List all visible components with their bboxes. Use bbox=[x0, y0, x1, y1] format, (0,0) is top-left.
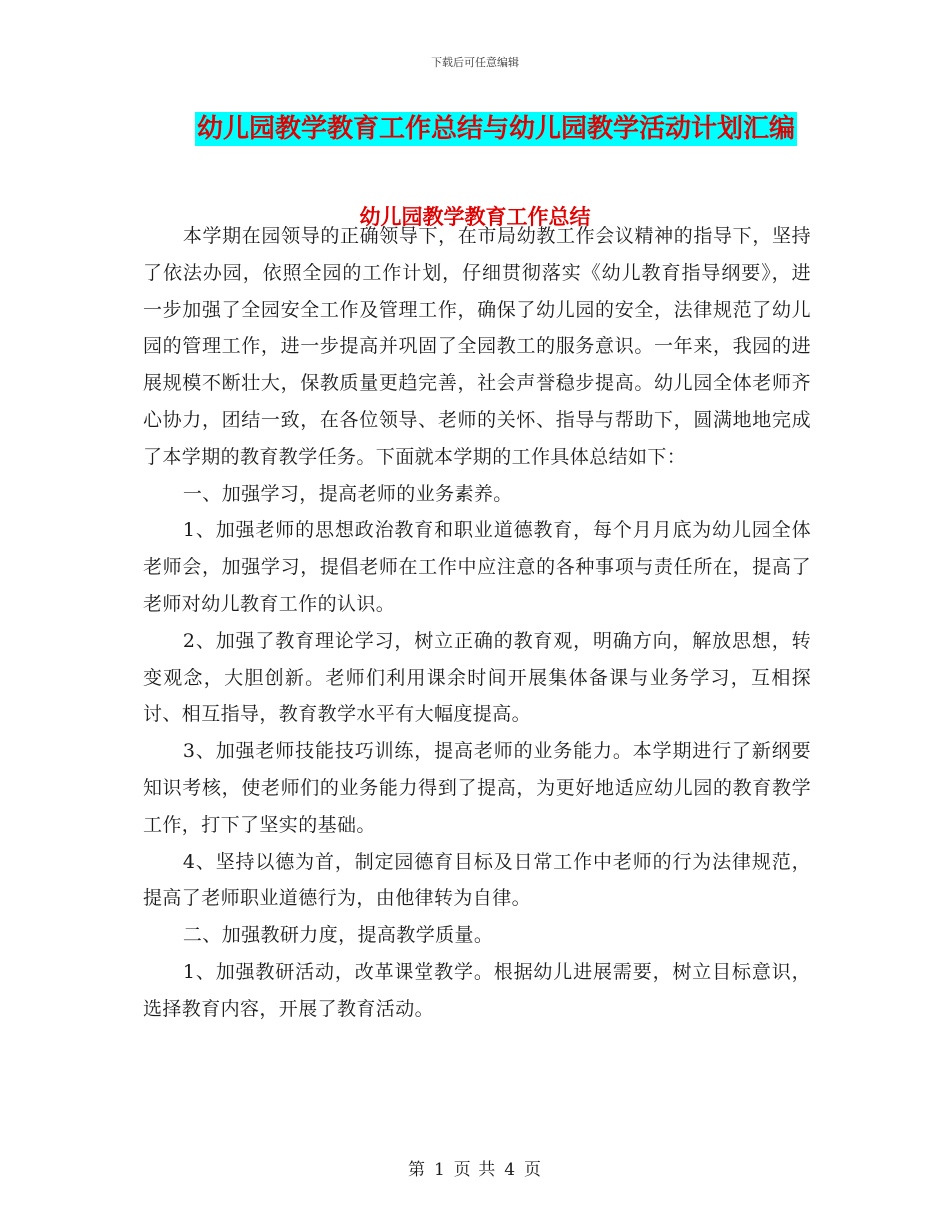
paragraph-item-2: 2、加强了教育理论学习，树立正确的教育观，明确方向，解放思想，转变观念，大胆创新。老师们利用课余时间开展集体备课与业务学习，互相探讨、相互指导，教育教学水平有大幅度提高。 bbox=[143, 629, 811, 726]
paragraph-item-5: 1、加强教研活动，改革课堂教学。根据幼儿进展需要，树立目标意识，选择教育内容，开展了教育活动。 bbox=[143, 960, 811, 1020]
paragraph-intro: 本学期在园领导的正确领导下，在市局幼教工作会议精神的指导下，坚持了依法办园，依照全园的工作计划，仔细贯彻落实《幼儿教育指导纲要》，进一步加强了全园安全工作及管理工作，确保了幼儿园的安全，法律规范了幼儿园的管理工作，进一步提高并巩固了全园教工的服务意识。一年来，我园的进展规模不断壮大，保教质量更趋完善，社会声誉稳步提高。幼儿园全体老师齐心协力，团结一致，在各位领导、老师的关怀、指导与帮助下，圆满地地完成了本学期的教育教学任务。下面就本学期的工作具体总结如下： bbox=[143, 225, 811, 468]
page-footer bbox=[0, 1155, 950, 1180]
footer-middle: 页 共 bbox=[453, 1160, 497, 1180]
paragraph-heading-1: 一、加强学习，提高老师的业务素养。 bbox=[182, 482, 513, 505]
header-note: 下载后可任意编辑 bbox=[431, 56, 519, 69]
footer-suffix: 页 bbox=[524, 1160, 543, 1180]
footer-total-pages: 4 bbox=[504, 1160, 517, 1180]
paragraph-item-3: 3、加强老师技能技巧训练，提高老师的业务能力。本学期进行了新纲要知识考核，使老师们的业务能力得到了提高，为更好地适应幼儿园的教育教学工作，打下了坚实的基础。 bbox=[143, 740, 811, 836]
footer-prefix: 第 bbox=[407, 1160, 426, 1180]
paragraph-item-4: 4、坚持以德为首，制定园德育目标及日常工作中老师的行为法律规范，提高了老师职业道德行为，由他律转为自律。 bbox=[143, 850, 811, 910]
document-body bbox=[143, 218, 811, 1028]
paragraph-item-1: 1、加强老师的思想政治教育和职业道德教育，每个月月底为幼儿园全体老师会，加强学习，提倡老师在工作中应注意的各种事项与责任所在，提高了老师对幼儿教育工作的认识。 bbox=[143, 519, 811, 615]
paragraph-heading-2: 二、加强教研力度，提高教学质量。 bbox=[182, 924, 494, 947]
footer-page-number: 1 bbox=[433, 1160, 446, 1180]
document-main-title: 幼儿园教学教育工作总结与幼儿园教学活动计划汇编 bbox=[197, 114, 796, 144]
section-title: 幼儿园教学教育工作总结 bbox=[359, 204, 591, 229]
